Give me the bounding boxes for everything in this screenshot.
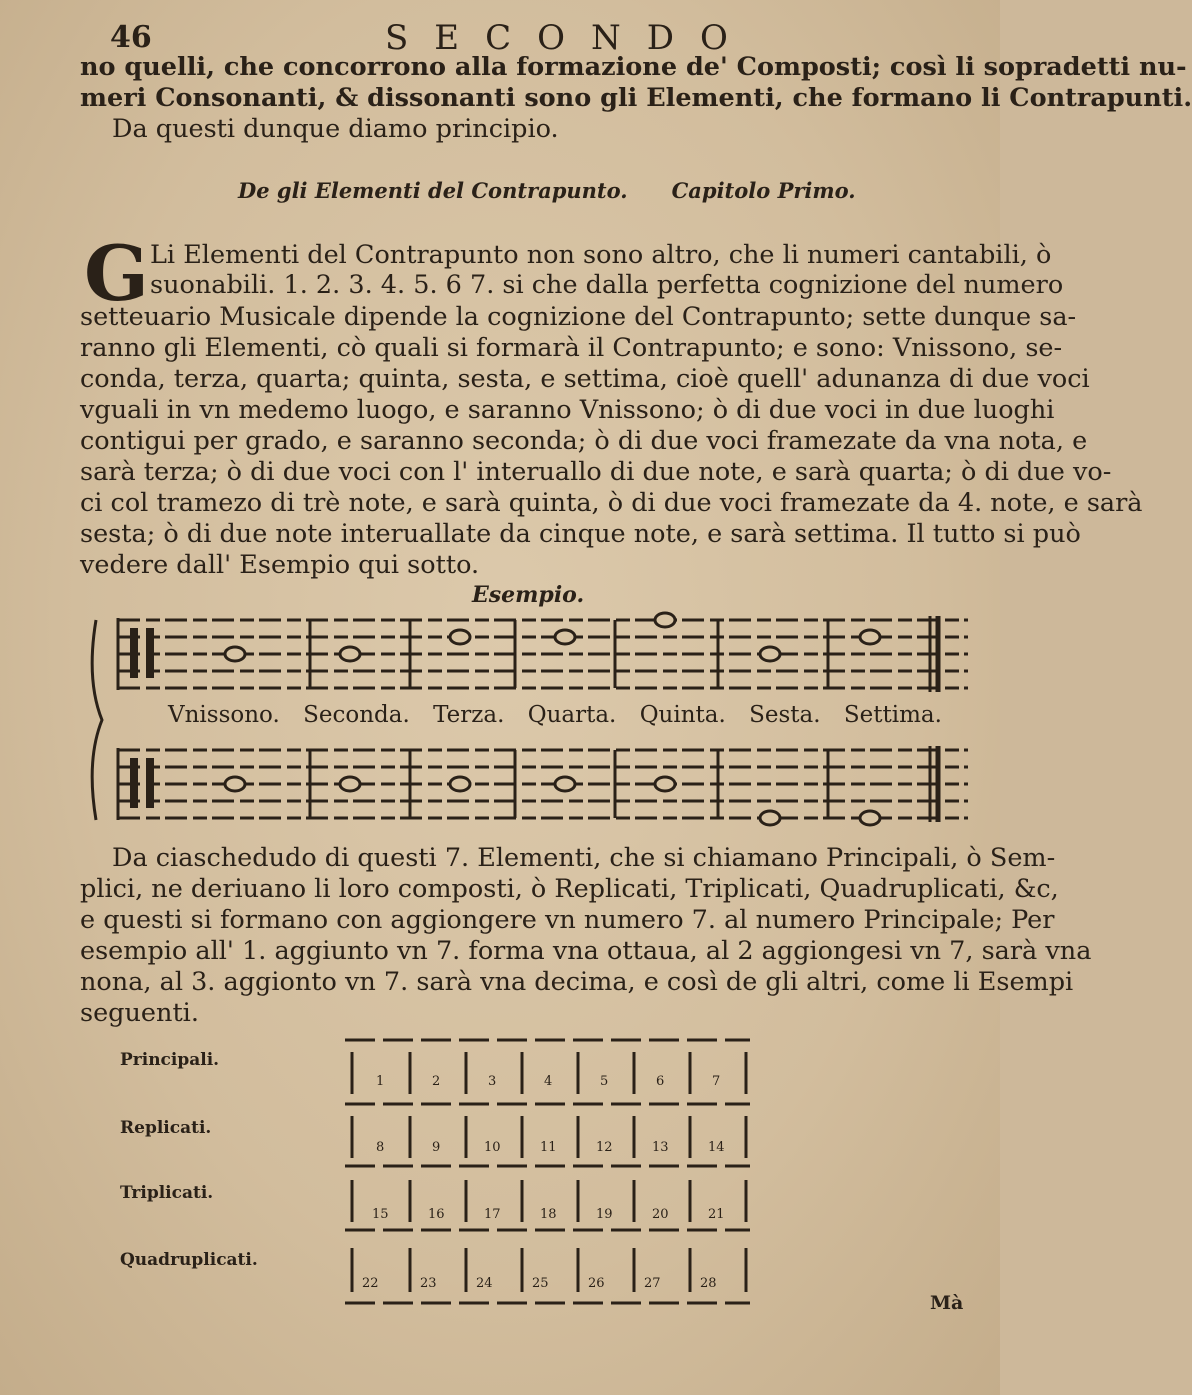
paragraph-line: contigui per grado, e saranno seconda; ò di due voci framezate da vna nota, e [80, 426, 1088, 456]
paragraph-line: seguenti. [80, 998, 199, 1028]
table-cell: 2 [432, 1074, 441, 1089]
paragraph-line: ci col tramezo di trè note, e sarà quinta, ò di due voci framezate da 4. note, e sarà [80, 488, 1143, 518]
table-cell: 28 [700, 1276, 717, 1291]
paragraph-line: sarà terza; ò di due voci con l' interuallo di due note, e sarà quarta; ò di due vo- [80, 457, 1112, 487]
row-label-replicati: Replicati. [120, 1118, 212, 1138]
page-number: 46 [110, 20, 152, 55]
catchword: Mà [930, 1292, 964, 1314]
table-cell: 14 [708, 1140, 725, 1155]
table-cell: 25 [532, 1276, 549, 1291]
row-label-principali: Principali. [120, 1050, 220, 1070]
table-cell: 22 [362, 1276, 379, 1291]
table-cell: 19 [596, 1207, 613, 1222]
paragraph-line: vguali in vn medemo luogo, e saranno Vnissono; ò di due voci in due luoghi [80, 395, 1055, 425]
running-title: SECONDO [385, 18, 754, 58]
table-cell: 16 [428, 1207, 445, 1222]
paragraph-line: conda, terza, quarta; quinta, sesta, e settima, cioè quell' adunanza di due voci [80, 364, 1090, 394]
table-cell: 27 [644, 1276, 661, 1291]
table-cell: 5 [600, 1074, 609, 1089]
chapter-title: De gli Elementi del Contrapunto. [238, 178, 628, 203]
row-label-triplicati: Triplicati. [120, 1183, 214, 1203]
table-cell: 9 [432, 1140, 441, 1155]
example-title: Esempio. [472, 582, 585, 608]
intro-line: Da questi dunque diamo principio. [112, 114, 559, 144]
table-cell: 10 [484, 1140, 501, 1155]
interval-label: Quinta. [639, 702, 726, 728]
paragraph-line: plici, ne deriuano li loro composti, ò Replicati, Triplicati, Quadruplicati, &c, [80, 874, 1059, 904]
table-cell: 24 [476, 1276, 493, 1291]
row-label-quadruplicati: Quadruplicati. [120, 1250, 258, 1270]
interval-label: Settima. [843, 702, 942, 728]
table-cell: 18 [540, 1207, 557, 1222]
paragraph-line: e questi si formano con aggiongere vn numero 7. al numero Principale; Per [80, 905, 1055, 935]
table-cell: 11 [540, 1140, 557, 1155]
chapter-label: Capitolo Primo. [671, 178, 856, 203]
interval-label: Seconda. [303, 702, 410, 728]
table-cell: 1 [376, 1074, 385, 1089]
interval-label: Vnissono. [168, 702, 280, 728]
interval-label: Quarta. [527, 702, 617, 728]
table-cell: 26 [588, 1276, 605, 1291]
paragraph-line: ranno gli Elementi, cò quali si formarà il Contrapunto; e sono: Vnissono, se- [80, 333, 1063, 363]
paragraph-line: Da ciaschedudo di questi 7. Elementi, che si chiamano Principali, ò Sem- [112, 843, 1056, 873]
paragraph-line: sesta; ò di due note interuallate da cinque note, e sarà settima. Il tutto si può [80, 519, 1081, 549]
table-cell: 13 [652, 1140, 669, 1155]
interval-label: Sesta. [749, 702, 821, 728]
table-cell: 21 [708, 1207, 725, 1222]
intro-line: meri Consonanti, & dissonanti sono gli Elementi, che formano li Contrapunti. [80, 83, 1192, 113]
intro-line: no quelli, che concorrono alla formazione de' Composti; così li sopradetti nu- [80, 52, 1187, 82]
paragraph-line: vedere dall' Esempio qui sotto. [80, 550, 480, 580]
table-cell: 15 [372, 1207, 389, 1222]
table-cell: 3 [488, 1074, 497, 1089]
table-cell: 8 [376, 1140, 385, 1155]
table-cell: 17 [484, 1207, 501, 1222]
drop-cap: G [84, 229, 149, 318]
paragraph-line: setteuario Musicale dipende la cognizione del Contrapunto; sette dunque sa- [80, 302, 1077, 332]
paragraph-line: esempio all' 1. aggiunto vn 7. forma vna ottaua, al 2 aggiongesi vn 7, sarà vna [80, 936, 1092, 966]
table-cell: 23 [420, 1276, 437, 1291]
paragraph-line: suonabili. 1. 2. 3. 4. 5. 6 7. si che dalla perfetta cognizione del numero [150, 270, 1064, 300]
table-cell: 20 [652, 1207, 669, 1222]
table-cell: 6 [656, 1074, 665, 1089]
paragraph-line: Li Elementi del Contrapunto non sono altro, che li numeri cantabili, ò [150, 240, 1052, 270]
paragraph-line: nona, al 3. aggionto vn 7. sarà vna decima, e così de gli altri, come li Esempi [80, 967, 1074, 997]
interval-label: Terza. [433, 702, 505, 728]
table-cell: 12 [596, 1140, 613, 1155]
table-cell: 4 [544, 1074, 553, 1089]
table-cell: 7 [712, 1074, 721, 1089]
